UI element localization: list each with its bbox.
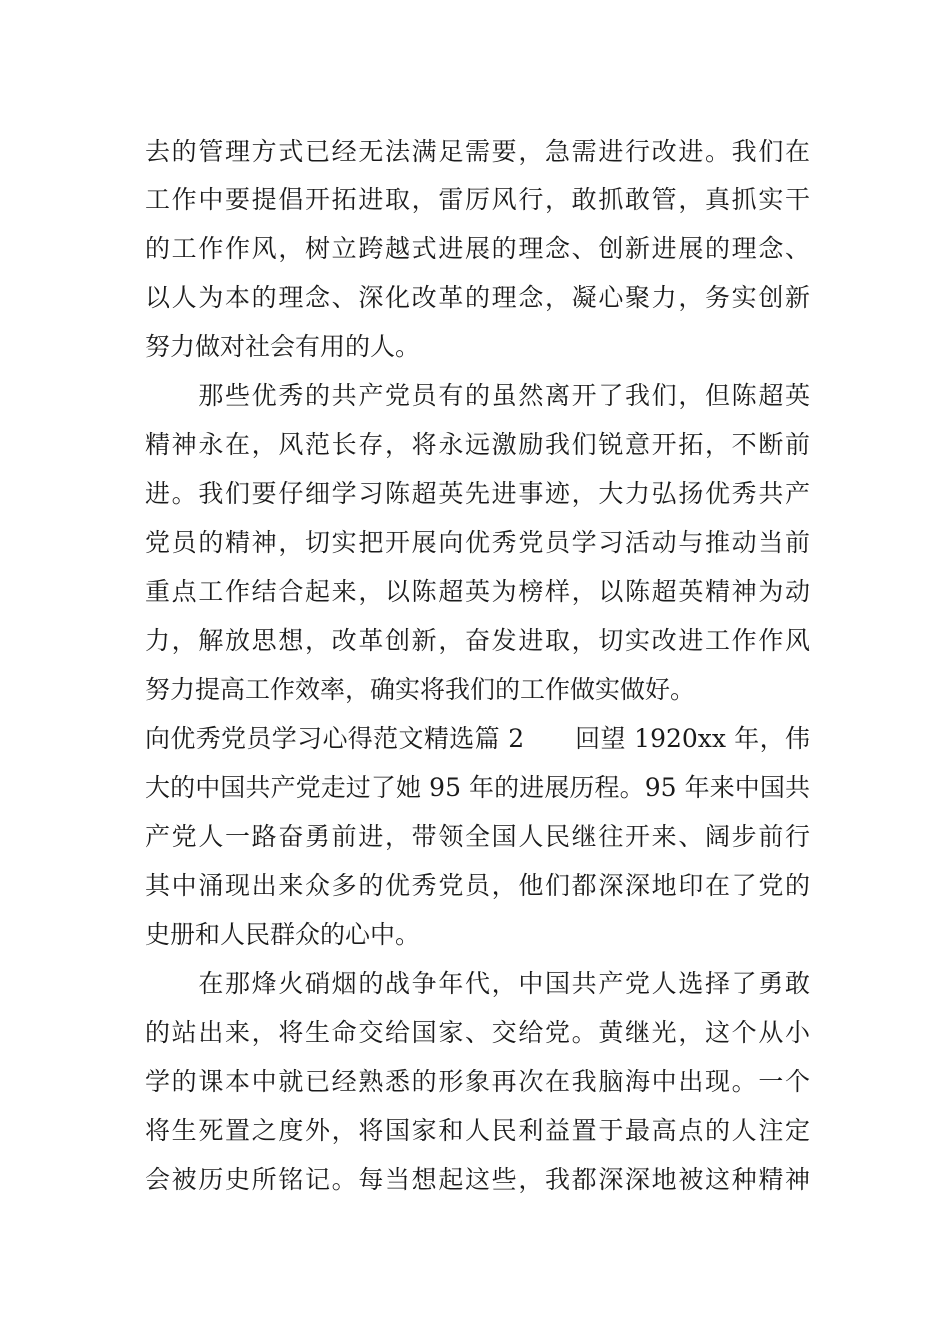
text-line: 的站出来，将生命交给国家、交给党。黄继光，这个从小	[145, 1018, 810, 1047]
text-line: 工作中要提倡开拓进取，雷厉风行，敢抓敢管，真抓实干	[145, 185, 810, 214]
text-line: 力，解放思想，改革创新，奋发进取，切实改进工作作风	[145, 626, 810, 655]
text-line: 会被历史所铭记。每当想起这些，我都深深地被这种精神	[145, 1165, 810, 1194]
text-line: 在那烽火硝烟的战争年代，中国共产党人选择了勇敢	[145, 969, 810, 998]
text-line: 以人为本的理念、深化改革的理念，凝心聚力，务实创新	[145, 283, 810, 312]
text-line: 那些优秀的共产党员有的虽然离开了我们，但陈超英	[145, 381, 810, 410]
text-line: 产党人一路奋勇前进，带领全国人民继往开来、阔步前行	[145, 822, 810, 851]
text-line: 精神永在，风范长存，将永远激励我们锐意开拓，不断前	[145, 430, 810, 459]
text-line: 党员的精神，切实把开展向优秀党员学习活动与推动当前	[145, 528, 810, 557]
text-line: 其中涌现出来众多的优秀党员，他们都深深地印在了党的	[145, 871, 810, 900]
text-line: 史册和人民群众的心中。	[145, 920, 421, 949]
text-line: 重点工作结合起来，以陈超英为榜样，以陈超英精神为动	[145, 577, 810, 606]
text-line: 进。我们要仔细学习陈超英先进事迹，大力弘扬优秀共产	[145, 479, 810, 508]
text-line: 努力做对社会有用的人。	[145, 332, 421, 361]
text-line: 的工作作风，树立跨越式进展的理念、创新进展的理念、	[145, 234, 810, 263]
text-line: 学的课本中就已经熟悉的形象再次在我脑海中出现。一个	[145, 1067, 810, 1096]
text-line: 大的中国共产党走过了她 95 年的进展历程。95 年来中国共	[145, 773, 810, 802]
text-line: 将生死置之度外，将国家和人民利益置于最高点的人注定	[145, 1116, 810, 1145]
text-line: 去的管理方式已经无法满足需要，急需进行改进。我们在	[145, 137, 810, 166]
text-line: 向优秀党员学习心得范文精选篇 2 回望 1920xx 年，伟	[145, 724, 810, 753]
text-line: 努力提高工作效率，确实将我们的工作做实做好。	[145, 675, 696, 704]
